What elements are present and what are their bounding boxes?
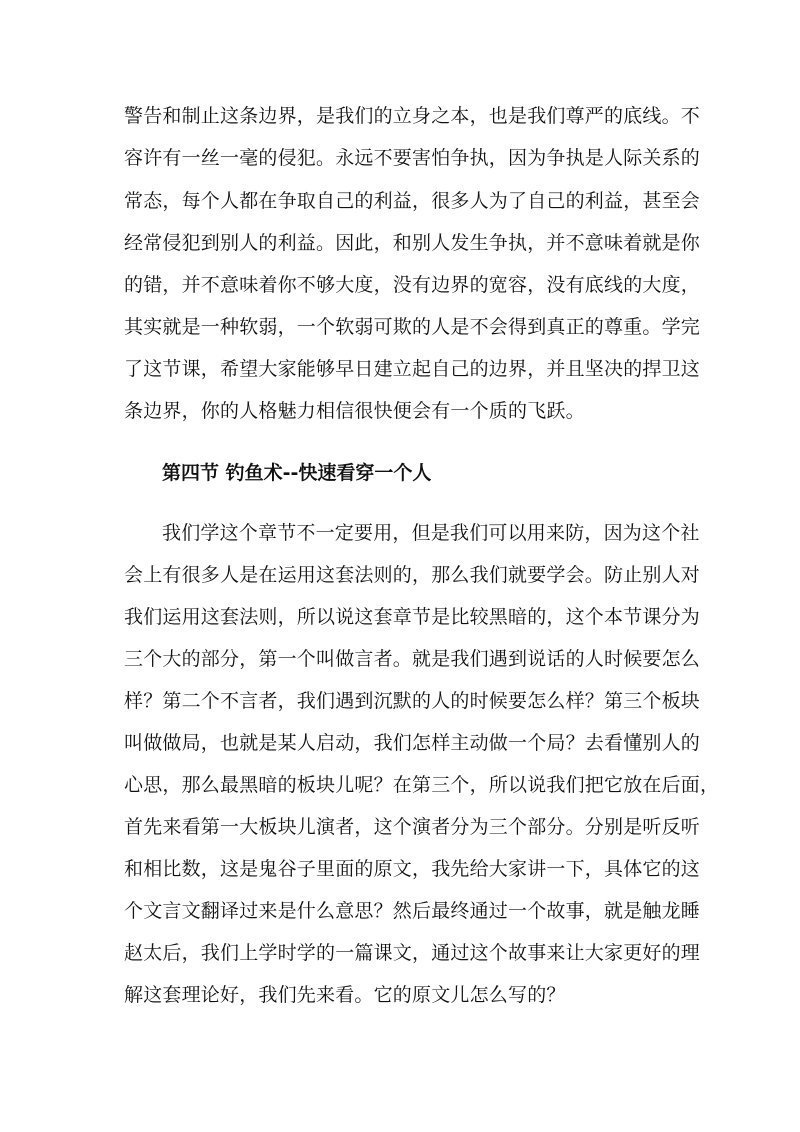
paragraph-line: 其实就是一种软弱，一个软弱可欺的人是不会得到真正的尊重。学完 xyxy=(124,316,701,338)
paragraph-line: 会上有很多人是在运用这套法则的，那么我们就要学会。防止别人对 xyxy=(124,564,701,586)
paragraph-line: 样？第二个不言者，我们遇到沉默的人的时候要怎么样？第三个板块 xyxy=(124,690,701,712)
paragraph-line: 常态，每个人都在争取自己的利益，很多人为了自己的利益，甚至会 xyxy=(124,190,701,212)
paragraph-line: 了这节课，希望大家能够早日建立起自己的边界，并且坚决的捍卫这 xyxy=(124,358,701,380)
paragraph-line: 经常侵犯到别人的利益。因此，和别人发生争执，并不意味着就是你 xyxy=(124,232,701,254)
paragraph-line: 三个大的部分，第一个叫做言者。就是我们遇到说话的人时候要怎么 xyxy=(124,648,701,670)
paragraph-line: 条边界，你的人格魅力相信很快便会有一个质的飞跃。 xyxy=(124,400,585,422)
paragraph-line: 容许有一丝一毫的侵犯。永远不要害怕争执，因为争执是人际关系的 xyxy=(124,147,701,169)
paragraph-line: 心思，那么最黑暗的板块儿呢？在第三个，所以说我们把它放在后面， xyxy=(124,774,720,796)
paragraph-line: 个文言文翻译过来是什么意思？然后最终通过一个故事，就是触龙睡 xyxy=(124,900,701,922)
section-heading: 第四节 钓鱼术--快速看穿一个人 xyxy=(162,462,432,484)
paragraph-line: 解这套理论好，我们先来看。它的原文儿怎么写的？ xyxy=(124,984,566,1006)
paragraph-line: 我们学这个章节不一定要用，但是我们可以用来防，因为这个社 xyxy=(162,522,700,544)
paragraph-line: 赵太后，我们上学时学的一篇课文，通过这个故事来让大家更好的理 xyxy=(124,942,701,964)
paragraph-line: 我们运用这套法则，所以说这套章节是比较黑暗的，这个本节课分为 xyxy=(124,606,701,628)
paragraph-line: 首先来看第一大板块儿演者，这个演者分为三个部分。分别是听反听 xyxy=(124,816,701,838)
paragraph-line: 的错，并不意味着你不够大度，没有边界的宽容，没有底线的大度， xyxy=(124,274,701,296)
paragraph-line: 和相比数，这是鬼谷子里面的原文，我先给大家讲一下，具体它的这 xyxy=(124,858,701,880)
paragraph-line: 叫做做局，也就是某人启动，我们怎样主动做一个局？去看懂别人的 xyxy=(124,732,701,754)
paragraph-line: 警告和制止这条边界，是我们的立身之本，也是我们尊严的底线。不 xyxy=(124,105,701,127)
